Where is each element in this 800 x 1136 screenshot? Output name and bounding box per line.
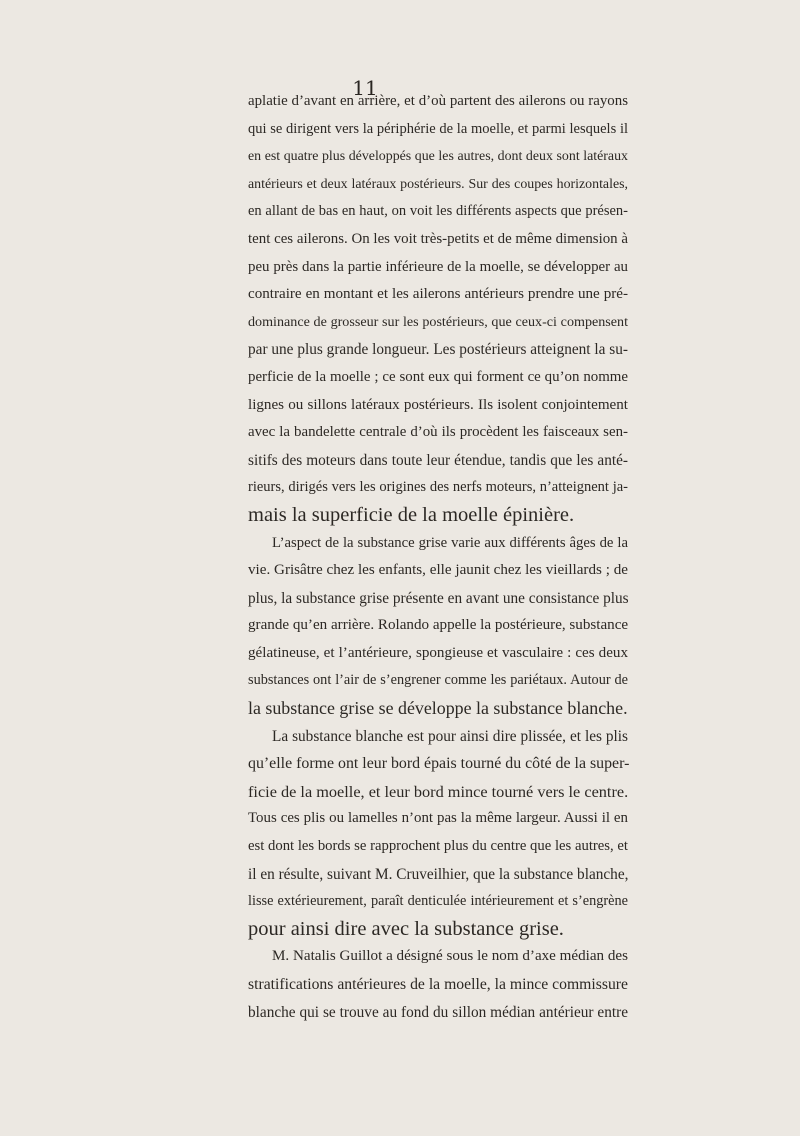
text-line: ficie de la moelle, et leur bord mince tourné vers le centre. bbox=[248, 781, 629, 801]
text-line: tent ces ailerons. On les voit très-petits et de même dimension à bbox=[248, 230, 628, 247]
text-line: lisse extérieurement, paraît denticulée intérieurement et s’engrène bbox=[248, 893, 628, 910]
text-line: en allant de bas en haut, on voit les différents aspects que présen- bbox=[248, 203, 628, 220]
text-line: lignes ou sillons latéraux postérieurs. Ils isolent conjointement bbox=[248, 396, 628, 413]
text-line: est dont les bords se rapprochent plus du centre que les autres, et bbox=[248, 838, 628, 855]
text-line: grande qu’en arrière. Rolando appelle la postérieure, substance bbox=[248, 617, 629, 634]
text-line: aplatie d’avant en arrière, et d’où partent des ailerons ou rayons bbox=[248, 93, 628, 109]
text-line: gélatineuse, et l’antérieure, spongieuse et vasculaire : ces deux bbox=[248, 644, 628, 661]
text-line: sitifs des moteurs dans toute leur étendue, tandis que les anté- bbox=[248, 451, 628, 469]
text-line: antérieurs et deux latéraux postérieurs. Sur des coupes horizontales, bbox=[248, 176, 628, 192]
text-line: rieurs, dirigés vers les origines des nerfs moteurs, n’atteignent ja- bbox=[248, 479, 628, 496]
text-line: peu près dans la partie inférieure de la moelle, se développer au bbox=[248, 258, 628, 275]
paragraph-start-line: M. Natalis Guillot a désigné sous le nom d’axe médian des bbox=[272, 948, 628, 965]
text-line: qu’elle forme ont leur bord épais tourné du côté de la super- bbox=[248, 755, 630, 773]
paragraph-start-line: L’aspect de la substance grise varie aux différents âges de la bbox=[272, 534, 628, 551]
text-line: plus, la substance grise présente en avant une consistance plus bbox=[248, 589, 629, 607]
page-number: 11 bbox=[352, 76, 378, 100]
text-line: blanche qui se trouve au fond du sillon médian antérieur entre bbox=[248, 1003, 628, 1021]
text-line: mais la superficie de la moelle épinière. bbox=[248, 503, 575, 526]
text-line: substances ont l’air de s’engrener comme les pariétaux. Autour de bbox=[248, 672, 628, 689]
text-line: perficie de la moelle ; ce sont eux qui forment ce qu’on nomme bbox=[248, 368, 628, 385]
text-line: avec la bandelette centrale d’où ils procèdent les faisceaux sen- bbox=[248, 424, 628, 441]
paragraph-start-line: La substance blanche est pour ainsi dire plissée, et les plis bbox=[272, 727, 628, 745]
text-line: contraire en montant et les ailerons antérieurs prendre une pré- bbox=[248, 286, 628, 303]
text-line: Tous ces plis ou lamelles n’ont pas la même largeur. Aussi il en bbox=[248, 810, 628, 827]
text-line: qui se dirigent vers la périphérie de la moelle, et parmi lesquels il bbox=[248, 120, 628, 137]
text-line: stratifications antérieures de la moelle, la mince commissure bbox=[248, 976, 628, 993]
text-line: pour ainsi dire avec la substance grise. bbox=[248, 917, 564, 940]
text-line: la substance grise se développe la substance blanche. bbox=[248, 698, 628, 719]
body-text bbox=[248, 88, 628, 1026]
text-line: par une plus grande longueur. Les postérieurs atteignent la su- bbox=[248, 341, 628, 359]
text-line: en est quatre plus développés que les autres, dont deux sont latéraux bbox=[248, 149, 628, 165]
text-line: dominance de grosseur sur les postérieurs, que ceux-ci compensent bbox=[248, 313, 628, 330]
text-line: il en résulte, suivant M. Cruveilhier, que la substance blanche, bbox=[248, 865, 629, 883]
text-line: vie. Grisâtre chez les enfants, elle jaunit chez les vieillards ; de bbox=[248, 562, 628, 579]
